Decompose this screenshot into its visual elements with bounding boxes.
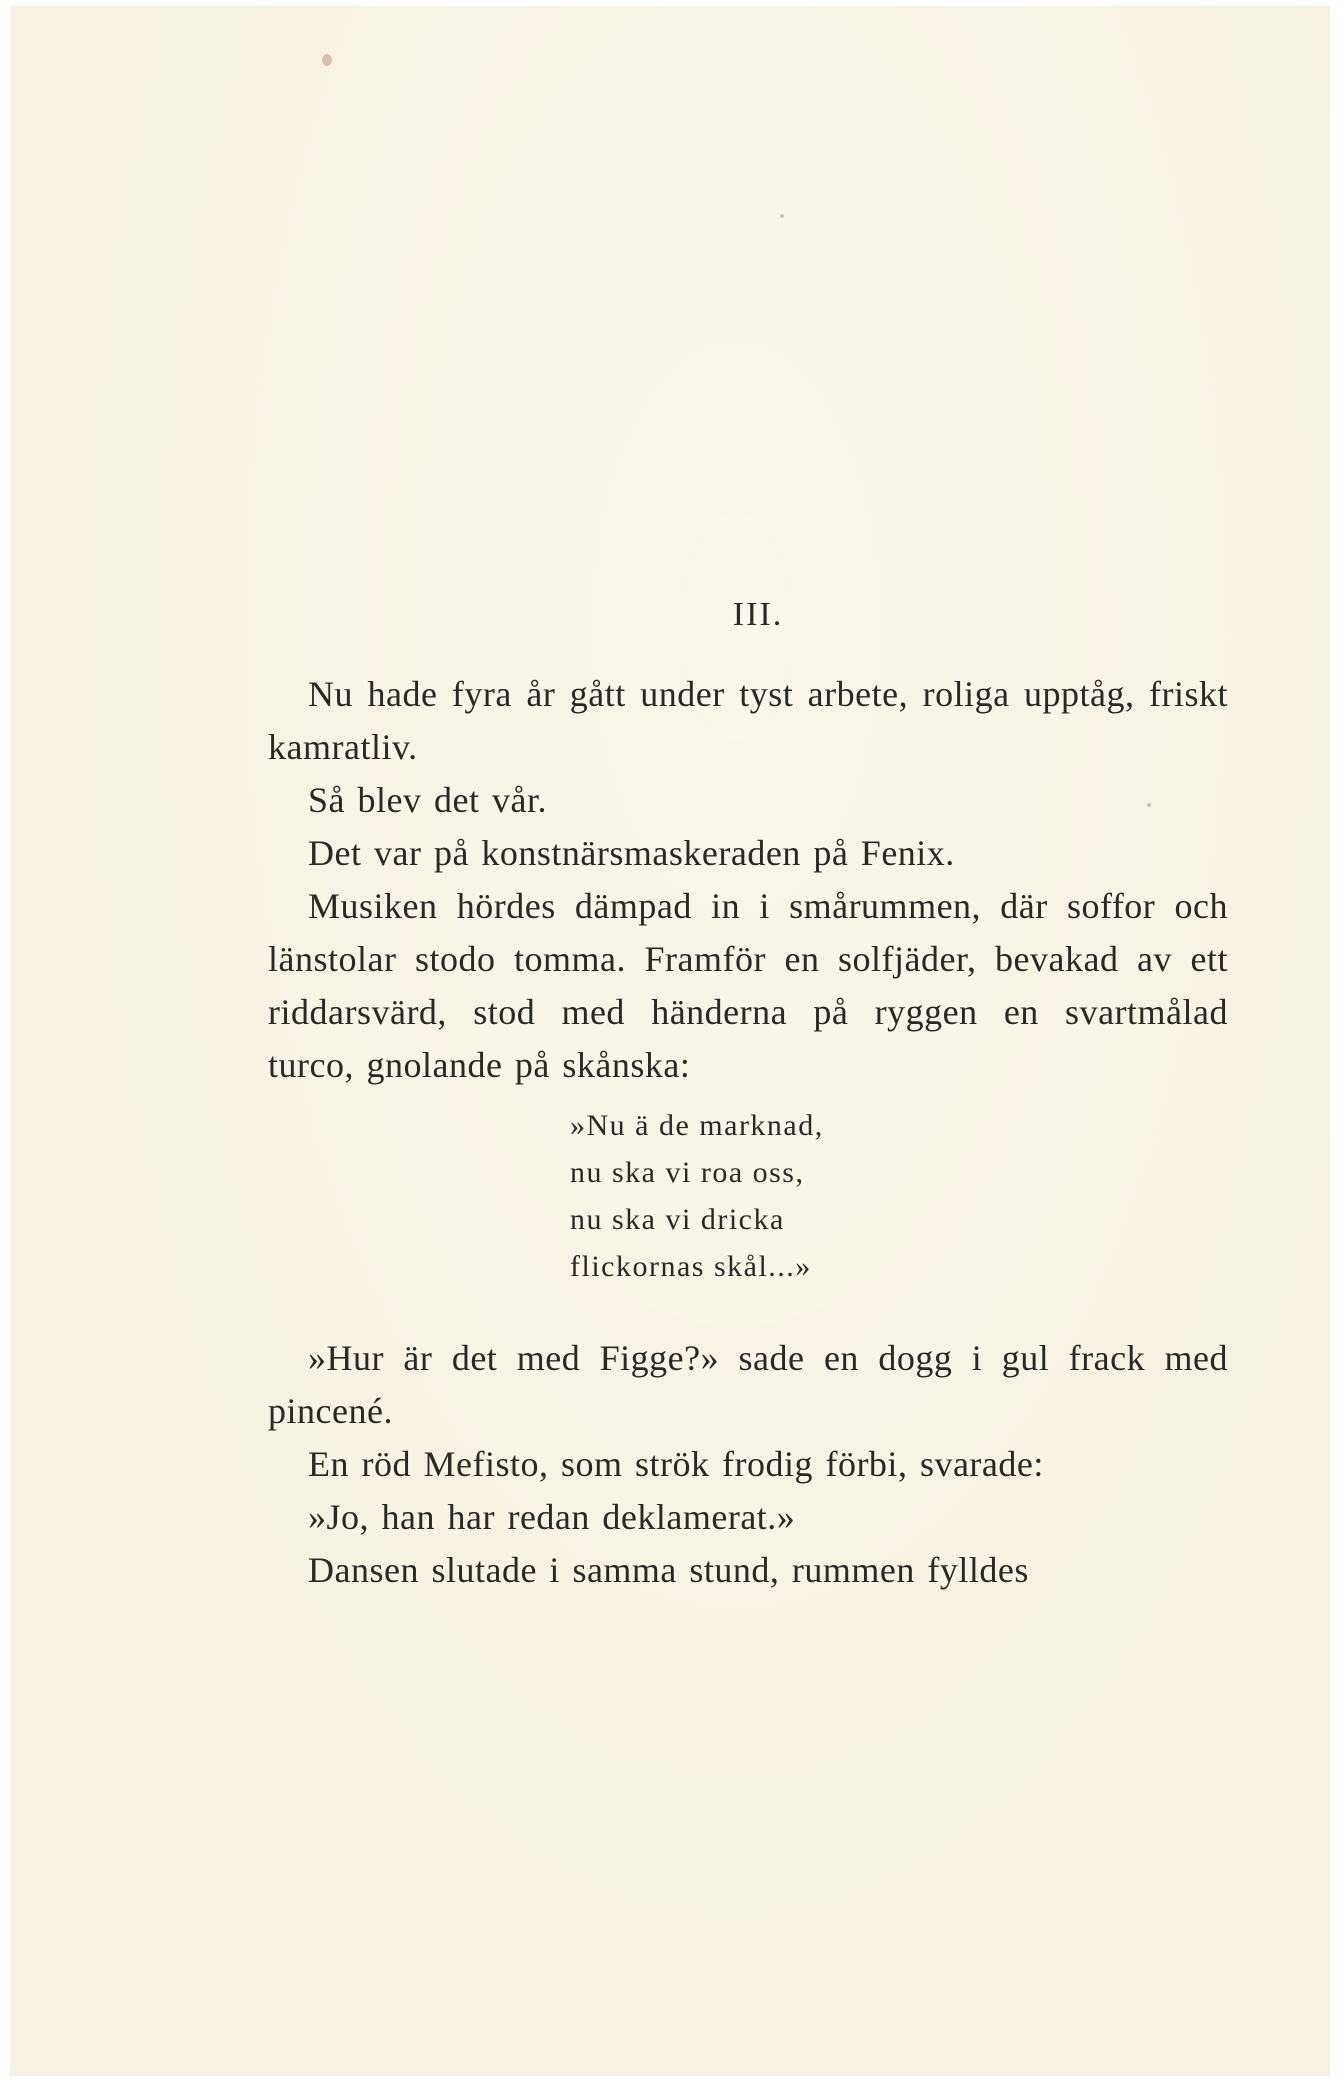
verse-line: flickornas skål...» — [570, 1250, 812, 1283]
paragraph: »Jo, han har redan deklamerat.» — [308, 1497, 796, 1537]
paragraph: Det var på konstnärsmaskeraden på Fenix. — [308, 833, 955, 873]
book-page — [10, 6, 1330, 2076]
paragraph: »Hur är det med Figge?» sade en dogg i gul frack med pincené. — [268, 1338, 1228, 1431]
verse-line: nu ska vi roa oss, — [570, 1156, 805, 1189]
song-verse — [570, 1102, 1228, 1290]
paragraph: En röd Mefisto, som strök frodig förbi, svarade: — [308, 1444, 1044, 1484]
verse-line: »Nu ä de marknad, — [570, 1109, 824, 1142]
page-text — [268, 596, 1228, 1597]
paragraph: Dansen slutade i samma stund, rummen fylldes — [308, 1550, 1029, 1590]
verse-line: nu ska vi dricka — [570, 1203, 785, 1236]
chapter-heading: III. — [732, 596, 784, 633]
paper-spot-mark — [322, 54, 332, 66]
paragraph: Musiken hördes dämpad in i smårummen, där soffor och länstolar stodo tomma. Framför en solfjäder, bevakad av ett riddarsvärd, stod med händerna på ryggen en svartmålad turco, gnolande på skånska: — [268, 886, 1228, 1085]
paper-spot-mark — [780, 214, 784, 218]
paragraph: Nu hade fyra år gått under tyst arbete, roliga upptåg, friskt kamratliv. — [268, 674, 1228, 767]
paragraph: Så blev det vår. — [308, 780, 547, 820]
